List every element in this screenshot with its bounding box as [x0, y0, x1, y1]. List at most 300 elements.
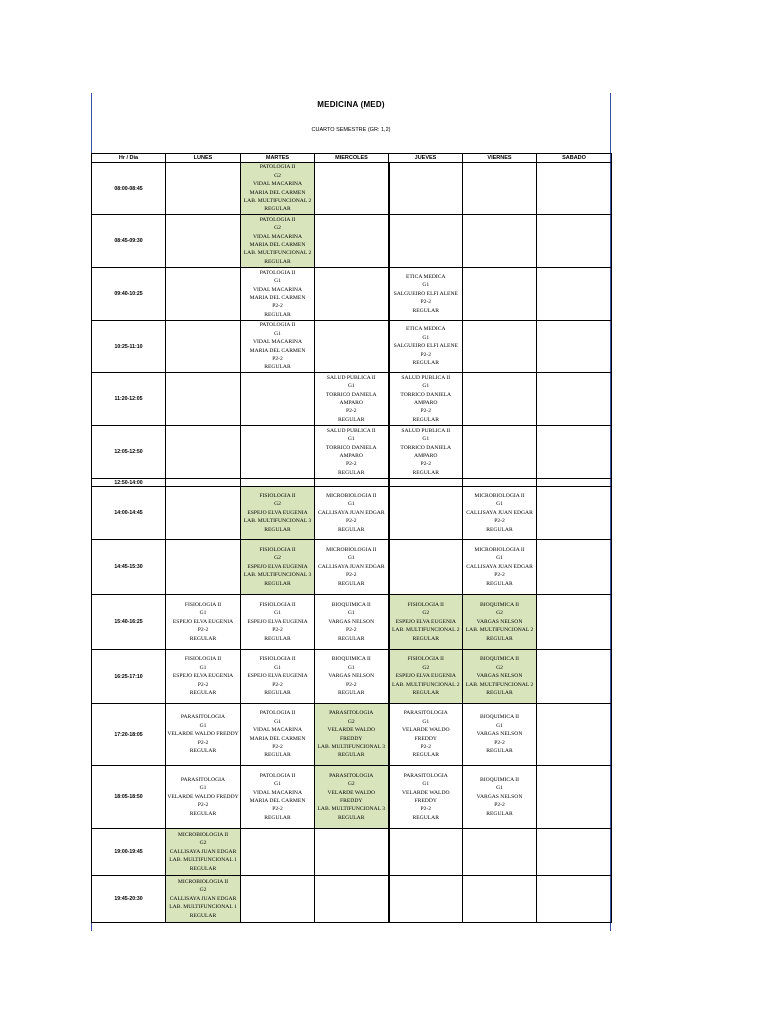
time-row: [92, 321, 612, 373]
class-line: REGULAR: [189, 810, 217, 817]
class-line: CALLISAYA JUAN EDGAR: [169, 895, 237, 902]
empty-cell: [537, 426, 612, 479]
class-line: VARGAS NELSON: [328, 618, 375, 625]
header-hour: Hr / Dia: [92, 154, 166, 163]
empty-cell: [315, 163, 389, 215]
class-line: VARGAS NELSON: [328, 673, 375, 680]
empty-cell: [537, 766, 612, 829]
time-slot-label: 12:05-12:50: [92, 426, 166, 479]
class-line: FISIOLOGIA II: [259, 546, 296, 553]
time-slot-label: 19:00-19:45: [92, 829, 166, 876]
class-line: G2: [274, 501, 281, 508]
class-line: P2-2: [345, 408, 357, 415]
empty-cell: [241, 373, 315, 426]
class-line: PATOLOGIA II: [259, 710, 296, 717]
class-line: MARIA DEL CARMEN: [249, 735, 306, 742]
time-row: [92, 766, 612, 829]
class-line: REGULAR: [338, 580, 365, 587]
empty-cell: [537, 268, 612, 321]
empty-cell: [315, 268, 389, 321]
class-line: ETICA MEDICA: [405, 273, 446, 280]
class-line: G2: [199, 840, 207, 847]
time-row: [92, 487, 612, 540]
class-line: ESPEJO ELVA EUGENIA: [395, 673, 456, 680]
class-line: VELARDE WALDO: [327, 727, 376, 734]
class-line: P2-2: [345, 627, 357, 634]
class-line: G1: [422, 781, 430, 788]
class-cell: [463, 650, 537, 704]
class-line: MARIA DEL CARMEN: [249, 295, 306, 301]
class-line: REGULAR: [486, 810, 513, 817]
class-line: G2: [422, 664, 430, 671]
class-line: PATOLOGIA II: [259, 164, 296, 171]
class-line: REGULAR: [338, 416, 365, 423]
class-cell: [241, 268, 315, 321]
empty-cell: [166, 163, 241, 215]
header-sabado: SABADO: [537, 154, 612, 163]
class-line: PARASITOLOGIA: [329, 772, 374, 779]
empty-cell: [463, 215, 537, 268]
class-line: G2: [496, 664, 503, 671]
empty-cell: [537, 704, 612, 766]
class-line: G1: [422, 282, 430, 289]
class-line: G2: [274, 172, 281, 179]
class-line: G2: [422, 610, 430, 617]
class-line: G1: [496, 722, 503, 729]
class-cell: [241, 321, 315, 373]
class-line: FISIOLOGIA II: [259, 492, 296, 499]
class-line: P2-2: [345, 461, 357, 468]
class-line: G1: [199, 610, 207, 617]
class-line: CALLISAYA JUAN EDGAR: [169, 848, 237, 855]
class-cell: [166, 595, 241, 650]
class-cell: [463, 487, 537, 540]
time-slot-label: 14:45-15:30: [92, 540, 166, 595]
empty-cell: [463, 373, 537, 426]
class-line: REGULAR: [264, 580, 291, 587]
empty-cell: [463, 876, 537, 923]
empty-cell: [315, 876, 389, 923]
empty-cell: [537, 321, 612, 373]
class-line: CALLISAYA JUAN EDGAR: [466, 563, 533, 570]
class-line: LAB. MULTIFUNCIONAL 1: [169, 857, 237, 864]
class-cell: [315, 704, 389, 766]
class-line: G2: [347, 718, 355, 725]
class-cell: [389, 650, 463, 704]
empty-cell: [463, 426, 537, 479]
class-line: LAB. MULTIFUNCIONAL 2: [392, 627, 460, 634]
empty-cell: [537, 595, 612, 650]
class-line: CALLISAYA JUAN EDGAR: [317, 563, 385, 570]
class-line: REGULAR: [338, 690, 365, 697]
class-cell: [463, 766, 537, 829]
class-line: G1: [422, 334, 430, 341]
class-line: ESPEJO ELVA EUGENIA: [247, 673, 308, 680]
class-line: P2-2: [494, 518, 505, 525]
class-line: G1: [347, 501, 355, 508]
class-line: MICROBIOLOGIA II: [474, 546, 525, 553]
class-line: VARGAS NELSON: [476, 731, 523, 738]
empty-cell: [537, 163, 612, 215]
empty-cell: [537, 479, 612, 487]
empty-cell: [315, 215, 389, 268]
class-line: REGULAR: [264, 206, 291, 213]
empty-cell: [315, 321, 389, 373]
class-line: G1: [496, 555, 503, 562]
class-line: LAB. MULTIFUNCIONAL 3: [317, 806, 385, 813]
class-line: LAB. MULTIFUNCIONAL 2: [465, 627, 534, 634]
time-slot-label: 15:40-16:25: [92, 595, 166, 650]
class-line: SALUD PUBLICA II: [401, 427, 451, 434]
empty-cell: [463, 829, 537, 876]
class-line: FISIOLOGIA II: [259, 656, 296, 663]
class-line: P2-2: [494, 802, 505, 809]
class-line: VELARDE WALDO FREDDY: [167, 793, 239, 800]
class-line: AMPARO: [414, 453, 438, 459]
class-cell: [389, 268, 463, 321]
class-line: REGULAR: [412, 690, 439, 697]
time-slot-label: 11:20-12:05: [92, 373, 166, 426]
empty-cell: [389, 829, 463, 876]
class-line: VIDAL MACARINA: [252, 789, 303, 796]
class-line: G1: [347, 610, 355, 617]
empty-cell: [463, 479, 537, 487]
class-line: P2-2: [345, 681, 357, 688]
class-line: G1: [347, 664, 355, 671]
class-line: REGULAR: [264, 690, 291, 697]
class-line: VIDAL MACARINA: [252, 727, 303, 734]
class-line: AMPARO: [339, 453, 363, 459]
empty-cell: [389, 215, 463, 268]
class-cell: [166, 876, 241, 923]
class-line: VARGAS NELSON: [476, 673, 523, 680]
class-line: SALGUEIRO ELFI ALENE: [393, 290, 458, 297]
class-cell: [241, 540, 315, 595]
class-cell: [315, 487, 389, 540]
empty-cell: [389, 163, 463, 215]
class-line: REGULAR: [264, 311, 291, 318]
class-line: REGULAR: [486, 526, 513, 533]
class-line: REGULAR: [412, 416, 439, 423]
class-line: FISIOLOGIA II: [407, 656, 444, 663]
class-line: MICROBIOLOGIA II: [326, 546, 377, 553]
class-line: P2-2: [345, 518, 357, 525]
class-line: P2-2: [272, 303, 283, 310]
header-row: [92, 154, 612, 163]
class-line: FREDDY: [340, 798, 363, 804]
schedule-body: [92, 163, 612, 923]
class-line: REGULAR: [412, 307, 439, 314]
class-line: LAB. MULTIFUNCIONAL 2: [392, 681, 460, 688]
class-line: ESPEJO ELVA EUGENIA: [172, 618, 234, 625]
class-line: ESPEJO ELVA EUGENIA: [247, 618, 308, 625]
class-line: FISIOLOGIA II: [259, 601, 296, 608]
class-line: G1: [274, 781, 281, 788]
class-cell: [315, 540, 389, 595]
class-line: REGULAR: [338, 469, 365, 476]
class-line: REGULAR: [189, 865, 217, 872]
class-line: MICROBIOLOGIA II: [474, 492, 525, 499]
empty-cell: [166, 373, 241, 426]
class-line: G2: [496, 610, 503, 617]
class-line: REGULAR: [338, 752, 365, 759]
time-row: [92, 426, 612, 479]
empty-cell: [537, 487, 612, 540]
class-line: TORRICO DANIELA: [400, 444, 452, 451]
empty-cell: [241, 829, 315, 876]
class-line: REGULAR: [264, 635, 291, 642]
empty-cell: [315, 479, 389, 487]
class-line: REGULAR: [338, 526, 365, 533]
time-slot-label: 08:45-09:30: [92, 215, 166, 268]
empty-cell: [241, 876, 315, 923]
time-slot-label: 08:00-08:45: [92, 163, 166, 215]
class-cell: [315, 766, 389, 829]
empty-cell: [463, 268, 537, 321]
class-cell: [166, 829, 241, 876]
empty-cell: [389, 540, 463, 595]
class-line: G2: [199, 887, 207, 894]
empty-cell: [166, 215, 241, 268]
class-line: REGULAR: [486, 748, 513, 755]
class-cell: [166, 704, 241, 766]
time-row: [92, 373, 612, 426]
class-line: SALUD PUBLICA II: [326, 374, 376, 381]
class-line: PARASITOLOGIA: [180, 714, 226, 721]
page-subtitle: CUARTO SEMESTRE (GR: 1,2): [311, 127, 391, 133]
class-line: MICROBIOLOGIA II: [177, 878, 229, 885]
header-jueves: JUEVES: [389, 154, 463, 163]
class-line: P2-2: [420, 299, 432, 306]
empty-cell: [389, 876, 463, 923]
class-line: AMPARO: [414, 400, 438, 406]
class-cell: [389, 426, 463, 479]
class-line: ESPEJO ELVA EUGENIA: [247, 509, 308, 516]
time-row: [92, 876, 612, 923]
empty-cell: [389, 487, 463, 540]
class-cell: [389, 766, 463, 829]
class-line: PARASITOLOGIA: [180, 776, 226, 783]
class-line: P2-2: [272, 743, 283, 750]
class-line: G1: [199, 722, 207, 729]
class-line: G1: [274, 610, 281, 617]
class-line: ESPEJO ELVA EUGENIA: [172, 673, 234, 680]
class-line: FREDDY: [340, 735, 363, 742]
time-slot-label: 10:25-11:10: [92, 321, 166, 373]
class-line: LAB. MULTIFUNCIONAL 3: [243, 518, 312, 525]
class-line: LAB. MULTIFUNCIONAL 2: [243, 250, 312, 257]
class-cell: [315, 650, 389, 704]
class-line: G1: [422, 383, 430, 390]
class-line: PATOLOGIA II: [259, 216, 296, 223]
class-line: P2-2: [420, 743, 432, 750]
class-line: G1: [496, 501, 503, 508]
class-line: SALGUEIRO ELFI ALENE: [393, 343, 458, 350]
time-row: [92, 650, 612, 704]
empty-cell: [166, 268, 241, 321]
class-line: VARGAS NELSON: [476, 618, 523, 625]
class-line: G1: [496, 785, 503, 792]
class-line: P2-2: [272, 627, 283, 634]
time-row: [92, 215, 612, 268]
class-line: ETICA MEDICA: [405, 326, 446, 333]
class-cell: [463, 595, 537, 650]
class-line: BIOQUIMICA II: [480, 776, 519, 783]
class-line: FISIOLOGIA II: [184, 656, 222, 663]
class-line: REGULAR: [412, 469, 439, 476]
class-line: REGULAR: [412, 360, 439, 367]
empty-cell: [241, 426, 315, 479]
class-line: P2-2: [197, 681, 209, 688]
class-line: REGULAR: [264, 526, 291, 533]
class-line: G1: [274, 718, 281, 725]
class-line: BIOQUIMICA II: [480, 656, 519, 663]
empty-cell: [315, 829, 389, 876]
class-cell: [315, 595, 389, 650]
header-lunes: LUNES: [166, 154, 241, 163]
class-cell: [389, 704, 463, 766]
class-line: P2-2: [494, 572, 505, 579]
class-line: BIOQUIMICA II: [331, 656, 371, 663]
empty-cell: [389, 479, 463, 487]
class-line: REGULAR: [412, 752, 439, 759]
class-line: G1: [274, 278, 281, 285]
empty-cell: [537, 540, 612, 595]
class-line: VIDAL MACARINA: [252, 339, 303, 346]
class-line: LAB. MULTIFUNCIONAL 2: [465, 681, 534, 688]
class-line: TORRICO DANIELA: [325, 444, 377, 451]
class-line: G1: [274, 664, 281, 671]
time-row: [92, 268, 612, 321]
time-row: [92, 595, 612, 650]
class-line: CALLISAYA JUAN EDGAR: [317, 509, 385, 516]
class-line: REGULAR: [338, 814, 365, 821]
time-slot-label: 16:25-17:10: [92, 650, 166, 704]
class-line: SALUD PUBLICA II: [326, 427, 376, 434]
time-slot-label: 14:00-14:45: [92, 487, 166, 540]
class-line: G1: [347, 436, 355, 443]
class-cell: [389, 321, 463, 373]
class-line: P2-2: [272, 681, 283, 688]
class-line: BIOQUIMICA II: [331, 601, 371, 608]
time-row: [92, 540, 612, 595]
class-line: P2-2: [494, 739, 505, 746]
class-line: PARASITOLOGIA: [329, 710, 374, 717]
empty-cell: [166, 540, 241, 595]
empty-cell: [463, 321, 537, 373]
class-cell: [389, 373, 463, 426]
empty-cell: [537, 215, 612, 268]
class-cell: [241, 704, 315, 766]
class-line: VELARDE WALDO: [327, 789, 376, 796]
class-line: G1: [347, 383, 355, 390]
class-line: REGULAR: [486, 635, 513, 642]
class-line: P2-2: [420, 351, 432, 358]
header-viernes: VIERNES: [463, 154, 537, 163]
class-line: G2: [347, 781, 355, 788]
time-slot-label: 12:50-14:00: [92, 479, 166, 487]
header-miercoles: MIERCOLES: [315, 154, 389, 163]
break-row: [92, 479, 612, 487]
time-slot-label: 17:20-18:05: [92, 704, 166, 766]
class-line: G1: [199, 785, 207, 792]
class-line: VIDAL MACARINA: [252, 181, 303, 188]
empty-cell: [463, 163, 537, 215]
class-line: G1: [422, 718, 430, 725]
class-line: REGULAR: [338, 635, 365, 642]
time-slot-label: 18:05-18:50: [92, 766, 166, 829]
class-line: FREDDY: [414, 798, 437, 804]
class-cell: [241, 595, 315, 650]
class-line: ESPEJO ELVA EUGENIA: [395, 618, 456, 625]
class-cell: [241, 650, 315, 704]
class-line: BIOQUIMICA II: [480, 714, 519, 721]
class-line: VIDAL MACARINA: [252, 286, 303, 293]
class-cell: [315, 426, 389, 479]
class-line: FREDDY: [414, 735, 437, 742]
class-cell: [463, 704, 537, 766]
class-line: REGULAR: [486, 580, 513, 587]
empty-cell: [166, 321, 241, 373]
class-line: P2-2: [420, 408, 432, 415]
time-row: [92, 163, 612, 215]
empty-cell: [537, 876, 612, 923]
class-line: G2: [274, 555, 281, 562]
empty-cell: [537, 829, 612, 876]
empty-cell: [166, 479, 241, 487]
class-line: MICROBIOLOGIA II: [177, 831, 229, 838]
class-line: FISIOLOGIA II: [184, 601, 222, 608]
class-line: LAB. MULTIFUNCIONAL 3: [243, 572, 312, 579]
class-line: VELARDE WALDO: [401, 727, 450, 734]
class-cell: [166, 766, 241, 829]
class-line: FISIOLOGIA II: [407, 601, 444, 608]
header-martes: MARTES: [241, 154, 315, 163]
class-cell: [241, 487, 315, 540]
class-line: ESPEJO ELVA EUGENIA: [247, 563, 308, 570]
class-line: REGULAR: [189, 635, 217, 642]
class-line: REGULAR: [264, 814, 291, 821]
time-row: [92, 704, 612, 766]
time-row: [92, 829, 612, 876]
class-cell: [241, 766, 315, 829]
empty-cell: [537, 650, 612, 704]
class-line: CALLISAYA JUAN EDGAR: [466, 509, 533, 516]
class-line: P2-2: [272, 806, 283, 813]
class-line: REGULAR: [264, 364, 291, 371]
class-line: MARIA DEL CARMEN: [249, 242, 306, 248]
class-line: VIDAL MACARINA: [252, 233, 303, 240]
class-line: P2-2: [272, 355, 283, 362]
class-line: G1: [199, 664, 207, 671]
class-line: P2-2: [420, 806, 432, 813]
empty-cell: [166, 426, 241, 479]
class-line: G1: [274, 330, 281, 337]
class-line: TORRICO DANIELA: [325, 391, 377, 398]
class-line: P2-2: [197, 802, 209, 809]
class-line: VELARDE WALDO FREDDY: [167, 731, 239, 738]
class-line: BIOQUIMICA II: [480, 601, 519, 608]
class-line: TORRICO DANIELA: [400, 391, 452, 398]
time-slot-label: 19:45-20:30: [92, 876, 166, 923]
class-line: PARASITOLOGIA: [403, 710, 448, 717]
class-line: LAB. MULTIFUNCIONAL 3: [317, 743, 385, 750]
class-line: REGULAR: [486, 690, 513, 697]
class-line: SALUD PUBLICA II: [401, 374, 451, 381]
class-line: PATOLOGIA II: [259, 772, 296, 779]
class-line: P2-2: [197, 627, 209, 634]
class-line: PATOLOGIA II: [259, 322, 296, 329]
